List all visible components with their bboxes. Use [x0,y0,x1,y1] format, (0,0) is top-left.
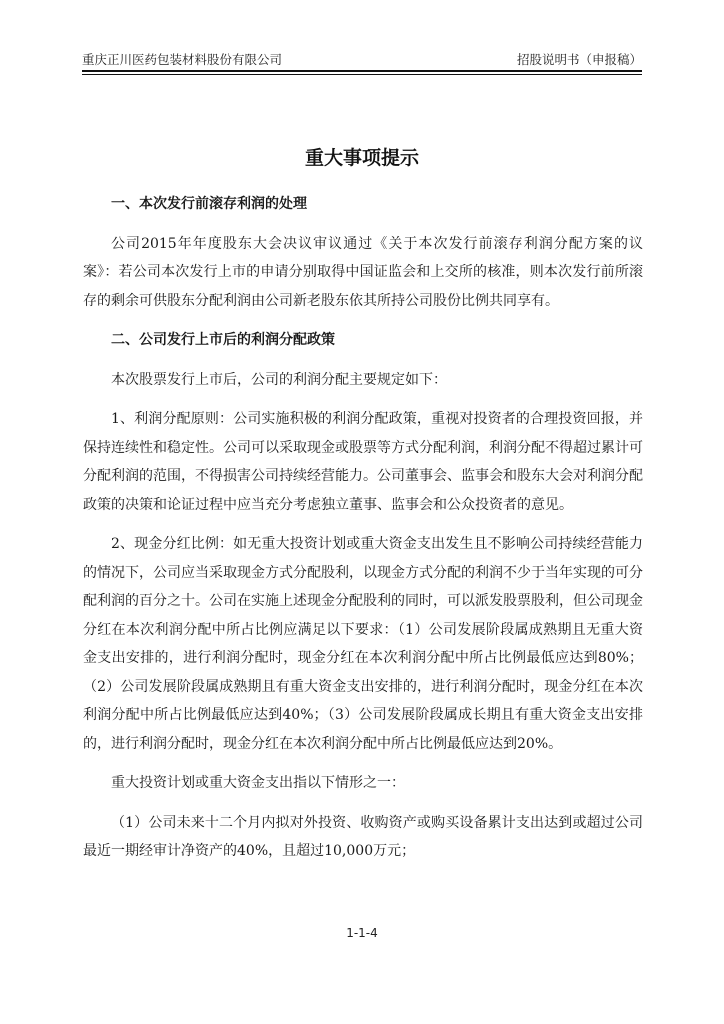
page-title: 重大事项提示 [304,147,419,169]
page-header [82,46,642,68]
section-2-paragraph-4: 重大投资计划或重大资金支出指以下情形之一： [111,775,405,791]
section-heading-1: 一、本次发行前滚存利润的处理 [111,196,307,212]
section-1-paragraph-1: 公司2015年年度股东大会决议审议通过《关于本次发行前滚存利润分配方案的议案》：若公司本次发行上市的申请分别取得中国证监会和上交所的核准，则本次发行前所滚存的剩余可供股东分配利润由公司新老股东依其所持公司股份比例共同享有。 [83,235,643,309]
header-company-name: 重庆正川医药包装材料股份有限公司 [82,52,283,67]
section-2-paragraph-1: 本次股票发行上市后，公司的利润分配主要规定如下： [111,371,447,388]
section-2-paragraph-2: 1、利润分配原则：公司实施积极的利润分配政策，重视对投资者的合理投资回报，并保持连续性和稳定性。公司可以采取现金或股票等方式分配利润，利润分配不得超过累计可分配利润的范围，不得损害公司持续经营能力。公司董事会、监事会和股东大会对利润分配政策的决策和论证过程中应当充分考虑独立董事、监事会和公众投资者的意见。 [83,411,643,513]
header-rule-thin [82,74,642,75]
header-rule-thick [82,70,642,72]
document-body [83,190,643,866]
section-2-paragraph-3: 2、现金分红比例：如无重大投资计划或重大资金支出发生且不影响公司持续经营能力的情况下，公司应当采取现金方式分配股利，以现金方式分配的利润不少于当年实现的可分配利润的百分之十。公司在实施上述现金分配股利的同时，可以派发股票股利，但公司现金分红在本次利润分配中所占比例应满足以下要求：（1）公司发展阶段属成熟期且无重大资金支出安排的，进行利润分配时，现金分红在本次利润分配中所占比例最低应达到80%；（2）公司发展阶段属成熟期且有重大资金支出安排的，进行利润分配时，现金分红在本次利润分配中所占比例最低应达到40%；（3）公司发展阶段属成长期且有重大资金支出安排的，进行利润分配时，现金分红在本次利润分配中所占比例最低应达到20%。 [83,536,643,752]
header-document-type: 招股说明书（申报稿） [516,52,642,67]
page-number: 1-1-4 [346,926,378,940]
section-2-paragraph-5: （1）公司未来十二个月内拟对外投资、收购资产或购买设备累计支出达到或超过公司最近一期经审计净资产的40%，且超过10,000万元； [83,814,643,859]
section-heading-2: 二、公司发行上市后的利润分配政策 [111,332,335,348]
